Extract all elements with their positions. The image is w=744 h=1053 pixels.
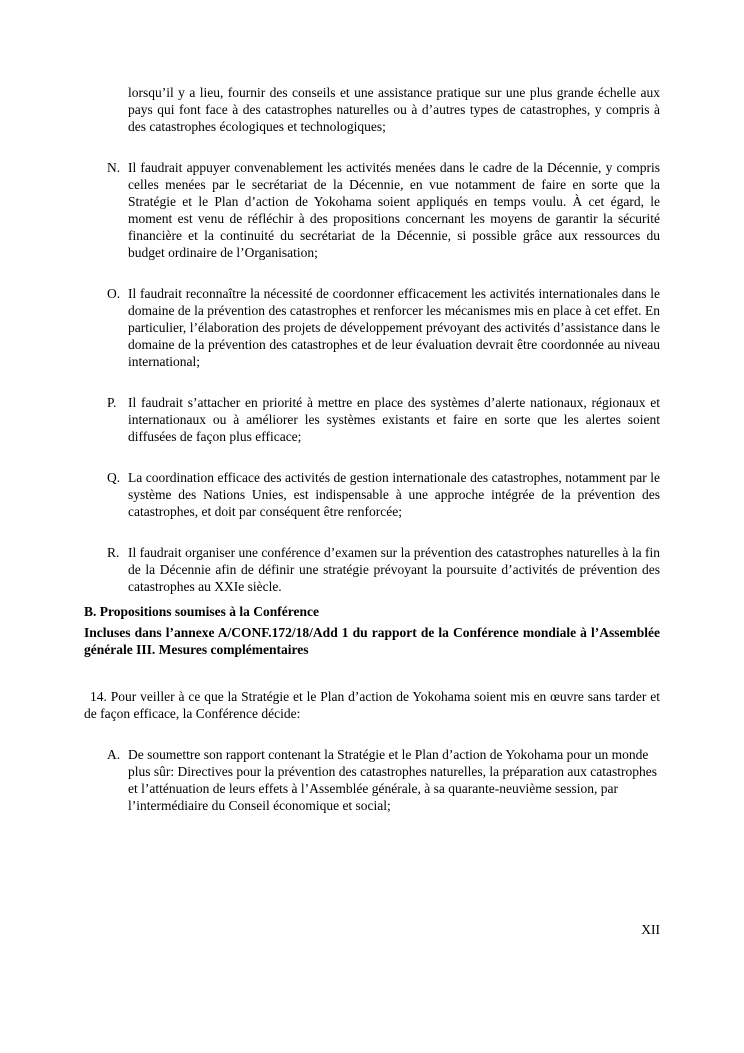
lettered-item-q (84, 469, 660, 520)
item-text: Il faudrait reconnaître la nécessité de coordonner efficacement les activités internationales dans le domaine de la prévention des catastrophes et renforcer les mécanismes mis en place à cet effet. En particulier, l’élaboration des projets de développement prévoyant des activités d’assistance dans le domaine de la prévention des catastrophes et de leur évaluation devrait être coordonnée au niveau international; (128, 286, 660, 369)
page-content (84, 84, 660, 838)
annex-reference-heading: Incluses dans l’annexe A/CONF.172/18/Add 1 du rapport de la Conférence mondiale à l’Assemblée générale III. Mesures complémentaires (84, 625, 660, 657)
lettered-item-o (84, 285, 660, 370)
page-number: XII (641, 922, 660, 937)
item-text: Il faudrait s’attacher en priorité à mettre en place des systèmes d’alerte nationaux, régionaux et internationaux ou à améliorer les systèmes existants et faire en sorte que les alertes soient diffusées de façon plus efficace; (128, 395, 660, 444)
lettered-item-p (84, 394, 660, 445)
lettered-item-n (84, 159, 660, 261)
item-marker: R. (107, 545, 120, 560)
sub-item-a (84, 746, 660, 814)
intro-continuation-paragraph: lorsqu’il y a lieu, fournir des conseils et une assistance pratique sur une plus grande échelle aux pays qui font face à des catastrophes naturelles ou à d’autres types de catastrophes, y compris à des catastrophes écologiques et technologiques; (128, 85, 660, 134)
item-marker: N. (107, 160, 121, 175)
item-marker: A. (107, 747, 121, 762)
item-marker: P. (107, 395, 117, 410)
paragraph-14: 14. Pour veiller à ce que la Stratégie et le Plan d’action de Yokohama soient mis en œuvre sans tarder et de façon efficace, la Conférence décide: (84, 689, 660, 721)
item-marker: Q. (107, 470, 121, 485)
item-text: Il faudrait organiser une conférence d’examen sur la prévention des catastrophes naturelles à la fin de la Décennie afin de définir une stratégie prévoyant la poursuite d’activités de prévention des catastrophes au XXIe siècle. (128, 545, 660, 594)
section-b-heading: B. Propositions soumises à la Conférence (84, 604, 320, 619)
lettered-item-r (84, 544, 660, 595)
item-text: La coordination efficace des activités de gestion internationale des catastrophes, notamment par le système des Nations Unies, est indispensable à une approche intégrée de la prévention des catastrophes, et doit par conséquent être renforcée; (128, 470, 660, 519)
item-marker: O. (107, 286, 121, 301)
item-text: De soumettre son rapport contenant la Stratégie et le Plan d’action de Yokohama pour un monde plus sûr: Directives pour la prévention des catastrophes naturelles, la préparation aux catastrophes et l’atténuation de leurs effets à l’Assemblée générale, à sa quarante-neuvième session, par l’intermédiaire du Conseil économique et social; (128, 747, 657, 813)
item-text: Il faudrait appuyer convenablement les activités menées dans le cadre de la Décennie, y compris celles menées par le secrétariat de la Décennie, en vue notamment de faire en sorte que la Stratégie et le Plan d’action de Yokohama soient appliqués en temps voulu. À cet égard, le moment est venu de réfléchir à des propositions concernant les moyens de garantir la sécurité financière et la continuité du secrétariat de la Décennie, si possible grâce aux ressources du budget ordinaire de l’Organisation; (128, 160, 660, 260)
